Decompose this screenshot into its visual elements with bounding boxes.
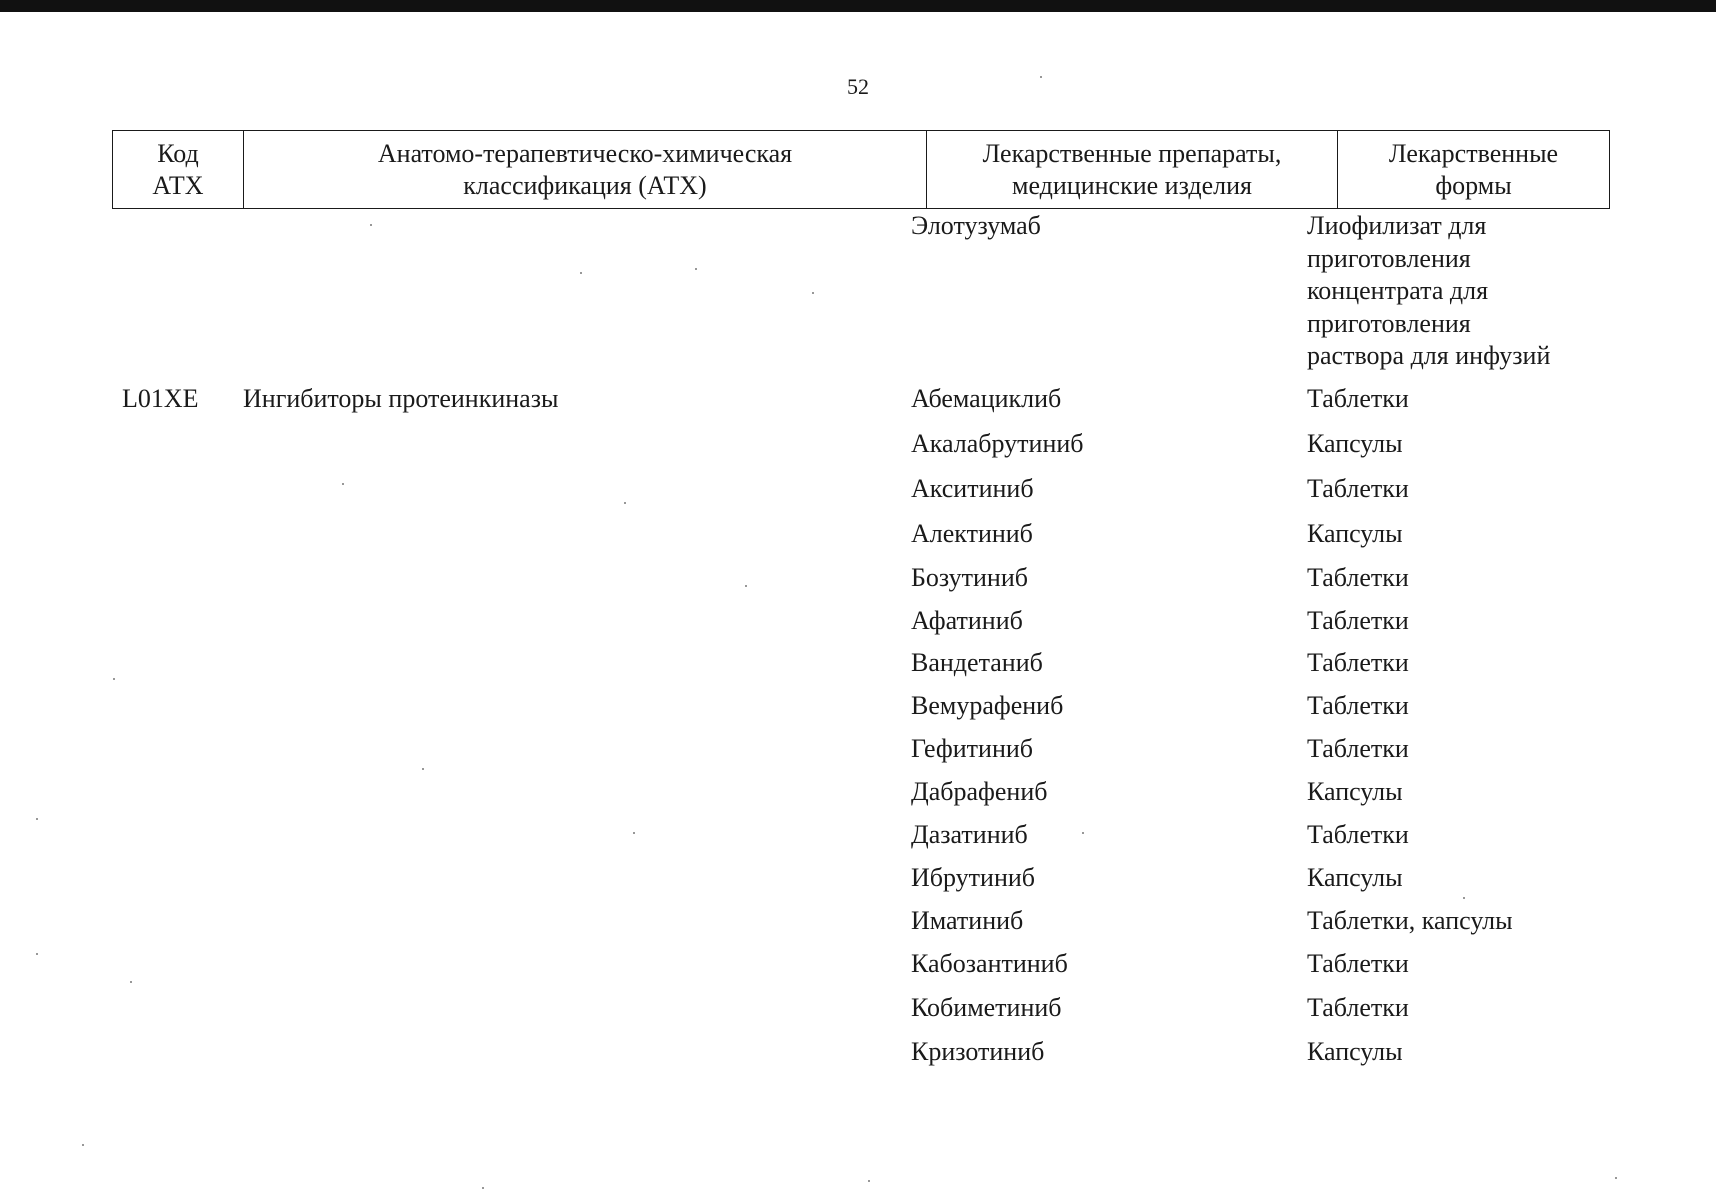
scan-speck (1615, 1177, 1617, 1179)
scan-speck (342, 483, 344, 485)
table-row-form: Таблетки (1307, 606, 1409, 635)
continuation-form (1307, 210, 1607, 373)
table-row-drug: Абемациклиб (911, 384, 1062, 413)
header-code-line1: Код (157, 138, 199, 168)
table-row-form: Таблетки, капсулы (1307, 906, 1513, 935)
scan-speck (580, 272, 582, 274)
table-row-drug: Акситиниб (911, 474, 1034, 503)
table-row-form: Капсулы (1307, 519, 1403, 548)
header-forms-line2: формы (1435, 170, 1512, 200)
table-row-form: Таблетки (1307, 691, 1409, 720)
scan-speck (36, 818, 38, 820)
continuation-form-line: приготовления (1307, 308, 1471, 338)
scan-speck (82, 1144, 84, 1146)
header-drugs (927, 131, 1338, 209)
continuation-drug: Элотузумаб (911, 211, 1041, 240)
table-row-form: Таблетки (1307, 648, 1409, 677)
table-row-form: Таблетки (1307, 474, 1409, 503)
scan-speck (422, 768, 424, 770)
scan-speck (812, 292, 814, 294)
header-forms-line1: Лекарственные (1388, 138, 1559, 168)
scan-speck (370, 224, 372, 226)
table-row-drug: Ибрутиниб (911, 863, 1035, 892)
table-row-form: Капсулы (1307, 429, 1403, 458)
header-atc-classification (244, 131, 927, 209)
scan-speck (1082, 832, 1084, 834)
table-row-drug: Кризотиниб (911, 1037, 1045, 1066)
table-row-drug: Вандетаниб (911, 648, 1043, 677)
table-header (112, 130, 1610, 209)
scan-border (0, 0, 1716, 12)
scan-speck (130, 981, 132, 983)
scan-speck (745, 585, 747, 587)
table-row-drug: Афатиниб (911, 606, 1023, 635)
continuation-form-line: приготовления (1307, 243, 1471, 273)
scan-speck (633, 832, 635, 834)
table-row-drug: Кабозантиниб (911, 949, 1068, 978)
group-code: L01XE (122, 384, 199, 413)
header-code-atc (113, 131, 244, 209)
scan-speck (1463, 897, 1465, 899)
table-row-drug: Иматиниб (911, 906, 1024, 935)
table-row-drug: Вемурафениб (911, 691, 1064, 720)
header-drugs-line1: Лекарственные препараты, (982, 138, 1282, 168)
header-atc-line2: классификация (АТХ) (463, 170, 707, 200)
scan-speck (113, 678, 115, 680)
table-row-form: Капсулы (1307, 777, 1403, 806)
table-row-form: Таблетки (1307, 734, 1409, 763)
table-row-form: Капсулы (1307, 1037, 1403, 1066)
table-row-form: Таблетки (1307, 949, 1409, 978)
header-atc-line1: Анатомо-терапевтическо-химическая (377, 138, 793, 168)
scan-speck (482, 1187, 484, 1189)
table-row-form: Таблетки (1307, 384, 1409, 413)
group-name: Ингибиторы протеинкиназы (243, 384, 559, 413)
header-dosage-forms (1338, 131, 1610, 209)
continuation-form-line: Лиофилизат для (1307, 211, 1487, 240)
table-row-form: Капсулы (1307, 863, 1403, 892)
table-row-drug: Дабрафениб (911, 777, 1048, 806)
table-row-drug: Дазатиниб (911, 820, 1028, 849)
table-row-drug: Гефитиниб (911, 734, 1034, 763)
table-row-drug: Кобиметиниб (911, 993, 1062, 1022)
header-code-line2: АТХ (152, 170, 204, 200)
scan-speck (36, 953, 38, 955)
scan-speck (624, 502, 626, 504)
scan-speck (695, 268, 697, 270)
table-row-drug: Алектиниб (911, 519, 1033, 548)
table-row-form: Таблетки (1307, 820, 1409, 849)
page-number: 52 (847, 74, 869, 99)
continuation-form-line: концентрата для (1307, 276, 1489, 305)
table-row-form: Таблетки (1307, 563, 1409, 592)
scan-speck (868, 1180, 870, 1182)
table-row-drug: Бозутиниб (911, 563, 1028, 592)
table-row-form: Таблетки (1307, 993, 1409, 1022)
continuation-form-line: раствора для инфузий (1307, 341, 1551, 370)
table-row-drug: Акалабрутиниб (911, 429, 1084, 458)
scan-speck (1040, 76, 1042, 78)
header-drugs-line2: медицинские изделия (1012, 170, 1252, 200)
